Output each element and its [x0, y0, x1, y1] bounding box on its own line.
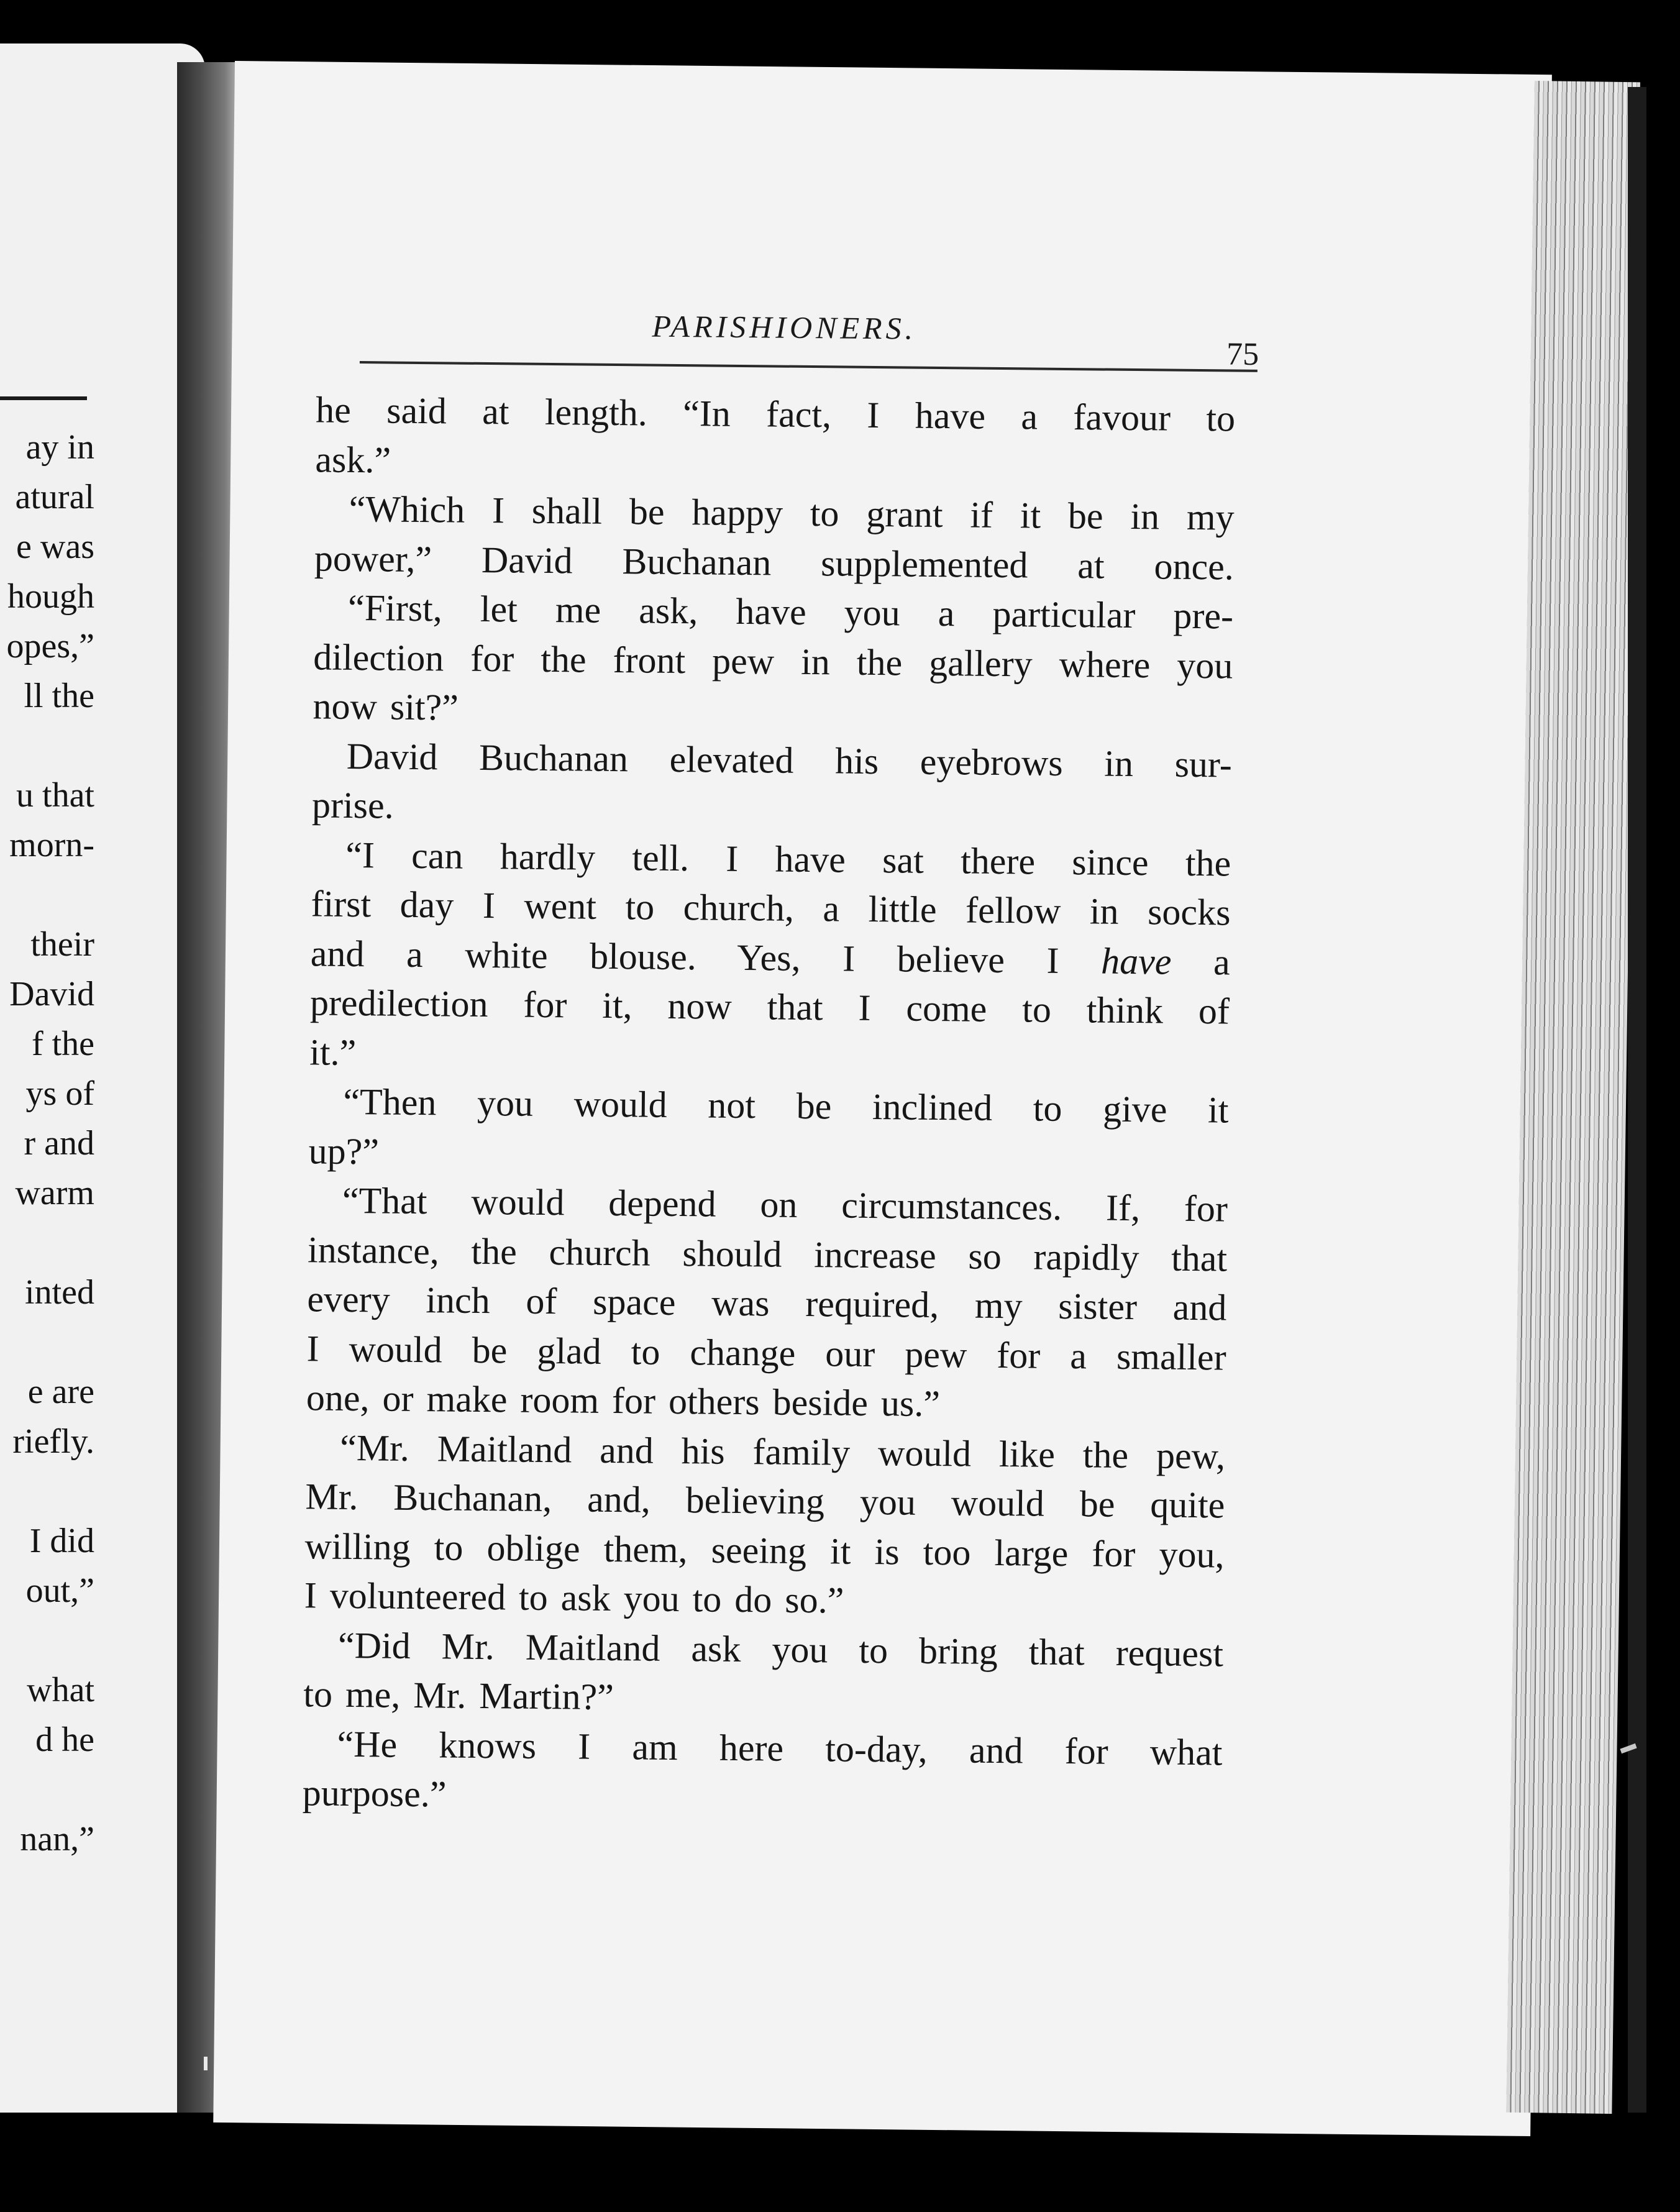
- text-line: predilection for it, now that I come to think of: [309, 982, 1230, 1032]
- text-line: first day I went to church, a little fellow in socks: [311, 883, 1231, 933]
- text-line: Mr. Buchanan, and, believing you would be quite: [305, 1476, 1225, 1526]
- text-line: dilection for the front pew in the gallery where you: [313, 636, 1233, 687]
- left-page-line: e are: [27, 1373, 94, 1411]
- running-head: PARISHIONERS.: [652, 308, 917, 346]
- left-page-line: ay in: [25, 428, 94, 467]
- page-edges-shadow: [1628, 87, 1646, 2113]
- text-line: it.”: [309, 1031, 357, 1073]
- left-page-line: out,”: [25, 1571, 94, 1610]
- text-line: David Buchanan elevated his eyebrows in sur-: [346, 735, 1233, 785]
- page-speck: [204, 2057, 208, 2070]
- text-line: “Mr. Maitland and his family would like the pew,: [339, 1427, 1226, 1477]
- text-line: prise.: [311, 784, 395, 826]
- text-line: “He knows I am here to-day, and for what: [337, 1723, 1223, 1773]
- left-page-line: e was: [16, 528, 94, 566]
- left-page-line: their: [30, 925, 94, 964]
- left-page-line: I did: [29, 1522, 94, 1560]
- left-page-line: r and: [24, 1124, 94, 1163]
- body-text: [302, 385, 1235, 1827]
- left-page-line: ll the: [24, 677, 94, 715]
- text-line: willing to oblige them, seeing it is too large for you,: [304, 1525, 1225, 1575]
- text-line: “Then you would not be inclined to give it: [343, 1081, 1229, 1131]
- text-line: purpose.”: [302, 1772, 447, 1815]
- left-page-line: atural: [15, 478, 94, 516]
- text-line: one, or make room for others beside us.”: [306, 1377, 941, 1425]
- text-line: and a white blouse. Yes, I believe I have a: [310, 932, 1231, 983]
- text-line: “I can hardly tell. I have sat there since the: [345, 834, 1231, 884]
- left-page-line: what: [27, 1671, 94, 1709]
- text-line: “Did Mr. Maitland ask you to bring that request: [337, 1624, 1224, 1674]
- text-line: instance, the church should increase so rapidly that: [307, 1228, 1228, 1279]
- left-page-line: u that: [16, 776, 94, 815]
- text-line: I would be glad to change our pew for a smaller: [306, 1327, 1226, 1378]
- left-page-line: morn-: [9, 826, 94, 864]
- left-page-line: riefly.: [12, 1422, 94, 1461]
- left-page-line: opes,”: [6, 627, 94, 665]
- page-number: 75: [1226, 336, 1259, 372]
- left-page-line: inted: [25, 1273, 94, 1312]
- text-line: “Which I shall be happy to grant if it be in my: [349, 488, 1235, 538]
- text-line: to me, Mr. Martin?”: [303, 1673, 614, 1718]
- text-line: now sit?”: [313, 685, 459, 728]
- left-page-line: warm: [15, 1174, 94, 1212]
- left-page-line: ys of: [25, 1074, 94, 1113]
- text-line: power,” David Buchanan supplemented at once.: [314, 537, 1235, 588]
- text-line: ask.”: [315, 438, 391, 481]
- left-page-rule: [0, 396, 87, 400]
- emphasis: have: [1100, 940, 1172, 982]
- left-page: [0, 43, 205, 2113]
- text-line: up?”: [308, 1130, 380, 1172]
- text-line: “That would depend on circumstances. If, for: [342, 1179, 1228, 1230]
- text-line: “First, let me ask, have you a particular pre-: [347, 587, 1234, 637]
- left-page-line: hough: [7, 577, 94, 616]
- left-page-line: f the: [31, 1025, 94, 1063]
- left-page-line: nan,”: [20, 1820, 94, 1858]
- left-page-line: d he: [35, 1721, 94, 1759]
- text-line: every inch of space was required, my sister and: [307, 1278, 1227, 1328]
- left-page-line: David: [9, 975, 94, 1013]
- text-line: he said at length. “In fact, I have a favour to: [315, 389, 1236, 439]
- text-line: I volunteered to ask you to do so.”: [304, 1574, 844, 1621]
